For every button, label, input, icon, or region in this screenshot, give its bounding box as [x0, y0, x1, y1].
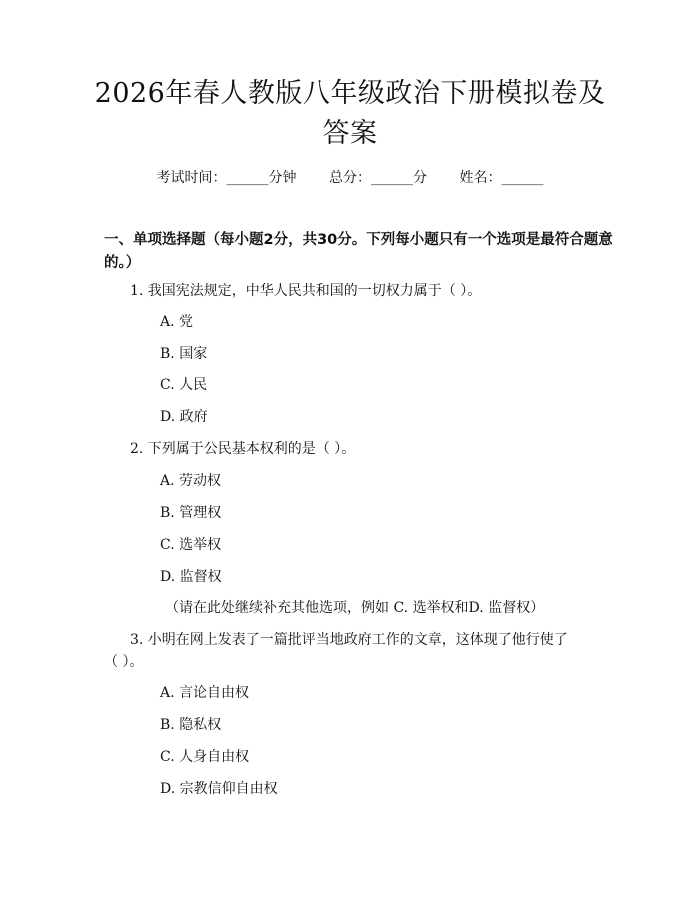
- section-heading: 一、单项选择题（每小题2分，共30分。下列每小题只有一个选项是最符合题意的。）: [104, 232, 613, 271]
- question-1-stem: 1. 我国宪法规定，中华人民共和国的一切权力属于（ ）。: [130, 283, 482, 299]
- question-2-option-c: C. 选举权: [160, 537, 222, 553]
- question-3-option-a: A. 言论自由权: [160, 685, 250, 701]
- exam-time: 考试时间：______分钟: [156, 170, 297, 186]
- question-2-option-b: B. 管理权: [160, 505, 222, 521]
- question-3-option-b: B. 隐私权: [160, 717, 222, 733]
- question-1-option-b: B. 国家: [160, 346, 208, 362]
- question-3-option-c: C. 人身自由权: [160, 749, 250, 765]
- exam-total-score: 总分：______分: [329, 170, 427, 186]
- question-1-option-a: A. 党: [160, 314, 194, 330]
- question-3-stem-line-2: （ ）。: [104, 654, 144, 670]
- question-2-option-d: D. 监督权: [160, 569, 222, 585]
- exam-info-line: [0, 168, 700, 188]
- question-3-option-d: D. 宗教信仰自由权: [160, 781, 278, 797]
- question-1-option-d: D. 政府: [160, 409, 208, 425]
- student-name: 姓名：______: [459, 170, 544, 186]
- page-title: 2026年春人教版八年级政治下册模拟卷及答案: [94, 78, 606, 149]
- question-3-stem-line-1: 3. 小明在网上发表了一篇批评当地政府工作的文章，这体现了他行使了: [130, 632, 568, 648]
- question-1-option-c: C. 人民: [160, 377, 208, 393]
- question-2-stem: 2. 下列属于公民基本权利的是（ ）。: [130, 441, 356, 457]
- question-2-option-a: A. 劳动权: [160, 473, 222, 489]
- question-2-note: （请在此处继续补充其他选项，例如 C. 选举权和D. 监督权）: [165, 600, 545, 616]
